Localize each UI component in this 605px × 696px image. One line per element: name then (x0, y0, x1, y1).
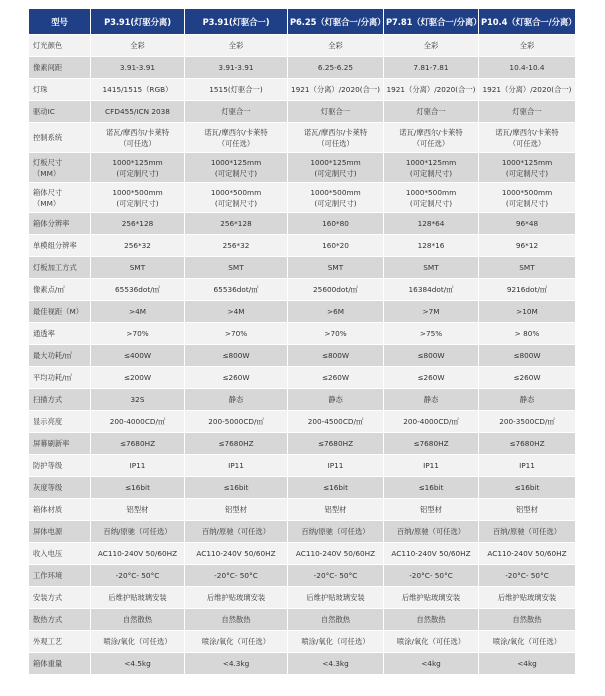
row-label: 屏体电源 (29, 521, 91, 543)
table-cell: ≤7680HZ (185, 433, 288, 455)
cell-line2: (可定制尺寸) (314, 168, 357, 178)
table-cell: 65536dot/㎡ (185, 279, 288, 301)
header-model: 型号 (29, 9, 91, 35)
table-header-row (29, 9, 576, 35)
cell-line2: (可定制尺寸) (214, 168, 258, 178)
table-cell: >4M (185, 301, 288, 323)
table-cell: 自然散热 (384, 609, 479, 631)
table-cell: IP11 (288, 455, 384, 477)
table-row (29, 101, 576, 123)
table-row (29, 367, 576, 389)
table-cell: 256*32 (91, 235, 185, 257)
row-label: 最佳视距（M） (29, 301, 91, 323)
table-cell (479, 183, 576, 213)
table-row (29, 543, 576, 565)
row-label: 最大功耗/㎡ (29, 345, 91, 367)
cell-line2: (可定制尺寸) (505, 168, 549, 178)
row-label: 灯珠 (29, 79, 91, 101)
table-cell (185, 123, 288, 153)
row-label: 扫描方式 (29, 389, 91, 411)
table-cell: 200-3500CD/㎡ (479, 411, 576, 433)
table-cell (91, 183, 185, 213)
table-cell: 10.4-10.4 (479, 57, 576, 79)
table-cell: <4kg (479, 653, 576, 675)
cell-line1: 诺瓦/摩西尔/卡莱特 (303, 127, 368, 137)
table-cell: 128*64 (384, 213, 479, 235)
table-row (29, 153, 576, 183)
table-cell: 喷涂/氧化（可任选） (91, 631, 185, 653)
table-cell: ≤260W (384, 367, 479, 389)
table-cell: 铝型材 (185, 499, 288, 521)
row-label (29, 183, 91, 213)
cell-line1: 1000*500mm (210, 187, 262, 197)
table-cell (479, 123, 576, 153)
table-cell: 1921（分离）/2020(合一) (384, 79, 479, 101)
table-row (29, 521, 576, 543)
table-cell: 灯驱合一 (185, 101, 288, 123)
table-cell: 喷涂/氧化（可任选） (479, 631, 576, 653)
table-cell: -20°C- 50°C (91, 565, 185, 587)
table-cell: -20°C- 50°C (384, 565, 479, 587)
table-cell: 铝型材 (479, 499, 576, 521)
table-row (29, 587, 576, 609)
table-cell: 3.91-3.91 (91, 57, 185, 79)
table-row (29, 235, 576, 257)
cell-line1: 1000*500mm (112, 187, 163, 197)
table-cell: 自然散热 (91, 609, 185, 631)
table-row (29, 477, 576, 499)
table-cell: 200-4000CD/㎡ (384, 411, 479, 433)
table-cell (384, 123, 479, 153)
cell-line2: （可任选） (508, 138, 546, 148)
table-row (29, 213, 576, 235)
row-label: 箱体分辨率 (29, 213, 91, 235)
cell-line2: （可任选） (412, 138, 450, 148)
table-cell: ≤800W (288, 345, 384, 367)
table-cell: 百纳/原驰（可任选） (288, 521, 384, 543)
row-label: 灰度等级 (29, 477, 91, 499)
table-cell: 静态 (185, 389, 288, 411)
table-cell: 200-5000CD/㎡ (185, 411, 288, 433)
table-cell: 200-4500CD/㎡ (288, 411, 384, 433)
table-cell: ≤800W (384, 345, 479, 367)
table-cell: 160*80 (288, 213, 384, 235)
table-row (29, 57, 576, 79)
table-cell: IP11 (185, 455, 288, 477)
table-row (29, 609, 576, 631)
table-cell: 256*128 (91, 213, 185, 235)
row-label: 平均功耗/㎡ (29, 367, 91, 389)
row-label-line1: 箱体尺寸 (33, 187, 63, 197)
table-cell: 后维护贴玻璃安装 (91, 587, 185, 609)
table-cell: 全彩 (288, 35, 384, 57)
table-cell: 16384dot/㎡ (384, 279, 479, 301)
table-row (29, 123, 576, 153)
cell-line1: 诺瓦/摩西尔/卡莱特 (204, 127, 268, 137)
table-cell: ≤7680HZ (384, 433, 479, 455)
table-cell: <4.5kg (91, 653, 185, 675)
table-cell: 百纳/原驰（可任选） (185, 521, 288, 543)
table-cell: >4M (91, 301, 185, 323)
table-cell (91, 153, 185, 183)
table-cell: 后维护贴玻璃安装 (185, 587, 288, 609)
table-cell: 7.81-7.81 (384, 57, 479, 79)
cell-line1: 1000*125mm (112, 157, 163, 167)
cell-line2: (可定制尺寸) (116, 168, 159, 178)
table-cell: 自然散热 (479, 609, 576, 631)
table-cell: SMT (288, 257, 384, 279)
table-cell: ≤16bit (384, 477, 479, 499)
table-row (29, 411, 576, 433)
table-row (29, 631, 576, 653)
cell-line1: 诺瓦/摩西尔/卡莱特 (495, 127, 559, 137)
table-cell: -20°C- 50°C (479, 565, 576, 587)
cell-line2: （可任选） (317, 138, 354, 148)
table-cell: 铝型材 (384, 499, 479, 521)
cell-line1: 1000*125mm (210, 157, 262, 167)
cell-line1: 1000*500mm (405, 187, 457, 197)
table-cell: 128*16 (384, 235, 479, 257)
table-cell: 喷涂/氧化（可任选） (185, 631, 288, 653)
table-cell: 1921（分离）/2020(合一) (288, 79, 384, 101)
row-label: 屏幕刷新率 (29, 433, 91, 455)
table-cell: 160*20 (288, 235, 384, 257)
row-label: 像素间距 (29, 57, 91, 79)
table-cell: IP11 (479, 455, 576, 477)
row-label: 收入电压 (29, 543, 91, 565)
table-cell: 后维护贴玻璃安装 (288, 587, 384, 609)
table-cell: >75% (384, 323, 479, 345)
table-row (29, 183, 576, 213)
table-cell: 200-4000CD/㎡ (91, 411, 185, 433)
cell-line2: (可定制尺寸) (116, 198, 159, 208)
cell-line2: (可定制尺寸) (505, 198, 549, 208)
table-cell: 后维护贴玻璃安装 (384, 587, 479, 609)
table-row (29, 301, 576, 323)
table-cell: AC110-240V 50/60HZ (91, 543, 185, 565)
table-cell: ≤16bit (185, 477, 288, 499)
cell-line2: （可任选） (119, 138, 156, 148)
table-row (29, 345, 576, 367)
table-cell (288, 123, 384, 153)
cell-line1: 诺瓦/摩西尔/卡莱特 (399, 127, 463, 137)
table-cell: 百纳/原驰（可任选） (91, 521, 185, 543)
table-cell: AC110-240V 50/60HZ (288, 543, 384, 565)
cell-line1: 1000*125mm (310, 157, 361, 167)
table-cell: ≤7680HZ (479, 433, 576, 455)
table-cell: 铝型材 (91, 499, 185, 521)
cell-line2: （可任选） (217, 138, 255, 148)
table-cell: ≤7680HZ (91, 433, 185, 455)
table-cell: AC110-240V 50/60HZ (479, 543, 576, 565)
cell-line2: (可定制尺寸) (314, 198, 357, 208)
table-cell: IP11 (384, 455, 479, 477)
cell-line2: (可定制尺寸) (214, 198, 258, 208)
table-row (29, 323, 576, 345)
table-cell: >70% (288, 323, 384, 345)
table-cell: 铝型材 (288, 499, 384, 521)
table-cell (185, 153, 288, 183)
table-cell (384, 183, 479, 213)
table-cell: AC110-240V 50/60HZ (185, 543, 288, 565)
table-cell: 256*32 (185, 235, 288, 257)
table-cell: > 80% (479, 323, 576, 345)
row-label-line2: （MM） (33, 168, 61, 178)
table-cell: 25600dot/㎡ (288, 279, 384, 301)
table-row (29, 279, 576, 301)
table-cell: 全彩 (91, 35, 185, 57)
row-label: 灯板加工方式 (29, 257, 91, 279)
cell-line1: 1000*125mm (405, 157, 457, 167)
spec-table-container (28, 8, 575, 675)
table-row (29, 79, 576, 101)
header-model-4: P7.81（灯驱合一/分离） (384, 9, 479, 35)
row-label (29, 153, 91, 183)
table-cell: ≤400W (91, 345, 185, 367)
table-cell: AC110-240V 50/60HZ (384, 543, 479, 565)
table-cell: 32S (91, 389, 185, 411)
row-label: 单模组分辨率 (29, 235, 91, 257)
table-cell: ≤16bit (91, 477, 185, 499)
header-model-1: P3.91(灯驱分离) (91, 9, 185, 35)
spec-table (28, 8, 576, 675)
cell-line1: 1000*500mm (310, 187, 361, 197)
header-model-5: P10.4（灯驱合一/分离） (479, 9, 576, 35)
cell-line2: (可定制尺寸) (409, 168, 453, 178)
row-label: 灯光颜色 (29, 35, 91, 57)
row-label: 防护等级 (29, 455, 91, 477)
table-cell: CFD455/ICN 2038 (91, 101, 185, 123)
table-cell (185, 183, 288, 213)
row-label: 散热方式 (29, 609, 91, 631)
table-cell: >70% (185, 323, 288, 345)
table-cell: SMT (479, 257, 576, 279)
table-cell: 9216dot/㎡ (479, 279, 576, 301)
table-cell: -20°C- 50°C (288, 565, 384, 587)
table-cell: 喷涂/氧化（可任选） (384, 631, 479, 653)
table-cell: <4kg (384, 653, 479, 675)
table-cell: ≤260W (185, 367, 288, 389)
table-cell: >6M (288, 301, 384, 323)
row-label: 安装方式 (29, 587, 91, 609)
table-cell: ≤260W (479, 367, 576, 389)
table-cell (288, 183, 384, 213)
table-cell: ≤7680HZ (288, 433, 384, 455)
table-cell: 灯驱合一 (384, 101, 479, 123)
table-cell: -20°C- 50°C (185, 565, 288, 587)
table-cell: SMT (384, 257, 479, 279)
cell-line1: 诺瓦/摩西尔/卡莱特 (105, 127, 170, 137)
table-cell: 百纳/原驰（可任选） (479, 521, 576, 543)
table-cell: 1921（分离）/2020(合一) (479, 79, 576, 101)
table-cell: <4.3kg (185, 653, 288, 675)
table-row (29, 35, 576, 57)
table-cell: 1515(灯驱合一) (185, 79, 288, 101)
cell-line2: (可定制尺寸) (409, 198, 453, 208)
table-cell: 静态 (384, 389, 479, 411)
table-cell (384, 153, 479, 183)
table-cell: 65536dot/㎡ (91, 279, 185, 301)
table-cell: 1415/1515（RGB） (91, 79, 185, 101)
table-row (29, 257, 576, 279)
row-label: 显示亮度 (29, 411, 91, 433)
row-label: 外观工艺 (29, 631, 91, 653)
table-cell: >10M (479, 301, 576, 323)
table-row (29, 455, 576, 477)
row-label: 驱动IC (29, 101, 91, 123)
row-label: 通透率 (29, 323, 91, 345)
table-row (29, 499, 576, 521)
table-row (29, 433, 576, 455)
table-cell: 喷涂/氧化（可任选） (288, 631, 384, 653)
table-cell: ≤200W (91, 367, 185, 389)
row-label: 箱体材质 (29, 499, 91, 521)
table-cell: 自然散热 (288, 609, 384, 631)
row-label: 工作环境 (29, 565, 91, 587)
table-cell: 3.91-3.91 (185, 57, 288, 79)
row-label: 箱体重量 (29, 653, 91, 675)
table-cell: 256*128 (185, 213, 288, 235)
table-row (29, 389, 576, 411)
row-label-line2: （MM） (33, 198, 61, 208)
table-cell: 后维护贴玻璃安装 (479, 587, 576, 609)
table-cell: 灯驱合一 (288, 101, 384, 123)
table-cell: 灯驱合一 (479, 101, 576, 123)
table-cell: ≤800W (185, 345, 288, 367)
table-cell (479, 153, 576, 183)
table-cell: SMT (185, 257, 288, 279)
table-cell: SMT (91, 257, 185, 279)
table-cell (288, 153, 384, 183)
table-cell: <4.3kg (288, 653, 384, 675)
table-cell: 全彩 (479, 35, 576, 57)
table-cell: 96*12 (479, 235, 576, 257)
cell-line1: 1000*500mm (501, 187, 553, 197)
row-label: 像素点/㎡ (29, 279, 91, 301)
table-cell: 全彩 (185, 35, 288, 57)
header-model-2: P3.91(灯驱合一) (185, 9, 288, 35)
table-row (29, 565, 576, 587)
table-cell: ≤800W (479, 345, 576, 367)
table-cell: >7M (384, 301, 479, 323)
table-cell: >70% (91, 323, 185, 345)
cell-line1: 1000*125mm (501, 157, 553, 167)
table-body (29, 35, 576, 675)
table-cell: 静态 (479, 389, 576, 411)
table-cell: 百纳/原驰（可任选） (384, 521, 479, 543)
table-row (29, 653, 576, 675)
table-cell: ≤16bit (288, 477, 384, 499)
table-cell: 全彩 (384, 35, 479, 57)
table-cell: ≤16bit (479, 477, 576, 499)
table-cell: 静态 (288, 389, 384, 411)
header-model-3: P6.25（灯驱合一/分离） (288, 9, 384, 35)
table-cell: 96*48 (479, 213, 576, 235)
table-cell: IP11 (91, 455, 185, 477)
table-cell: 自然散热 (185, 609, 288, 631)
table-cell (91, 123, 185, 153)
table-cell: ≤260W (288, 367, 384, 389)
table-cell: 6.25-6.25 (288, 57, 384, 79)
row-label-line1: 灯板尺寸 (33, 157, 63, 167)
row-label: 控制系统 (29, 123, 91, 153)
